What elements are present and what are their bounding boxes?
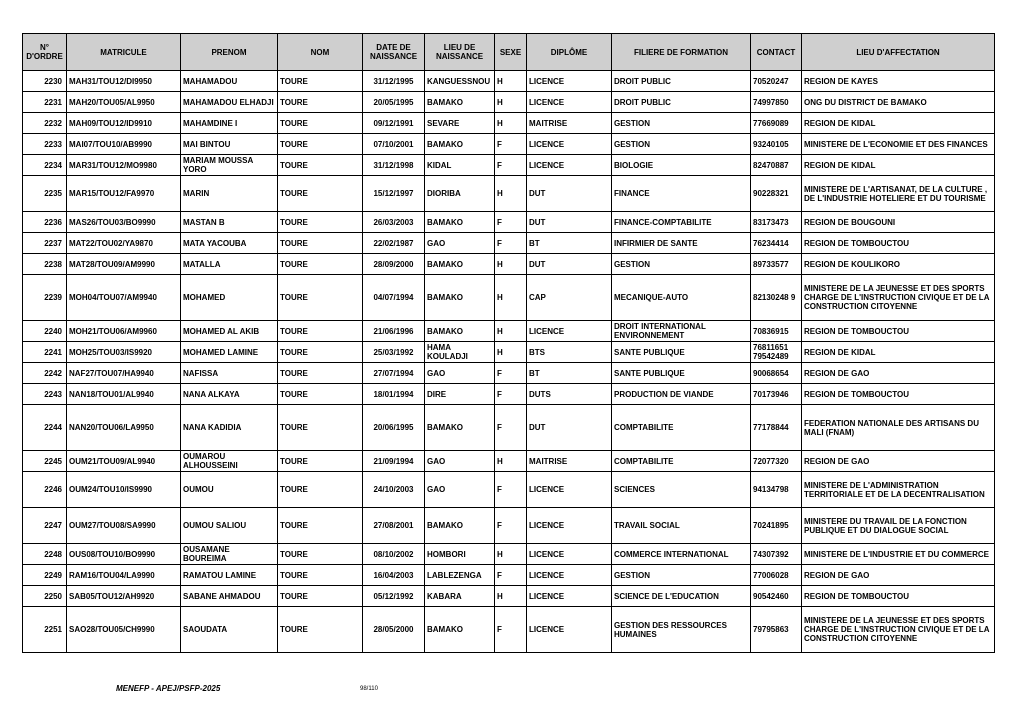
cell-contact: 94134798 [751,472,802,508]
cell-sexe: F [495,134,527,155]
cell-contact: 72077320 [751,451,802,472]
cell-birth-date: 07/10/2001 [363,134,425,155]
cell-filiere: PRODUCTION DE VIANDE [612,384,751,405]
cell-prenom: MOHAMED AL AKIB [181,321,278,342]
cell-nom: TOURE [278,134,363,155]
cell-order: 2244 [23,405,67,451]
cell-filiere: TRAVAIL SOCIAL [612,508,751,544]
cell-matricule: MAR31/TOU12/MO9980 [67,155,181,176]
cell-prenom: MARIN [181,176,278,212]
cell-diplome: CAP [527,275,612,321]
cell-nom: TOURE [278,508,363,544]
table-row [23,254,995,275]
table-row [23,405,995,451]
cell-birth-date: 31/12/1998 [363,155,425,176]
cell-matricule: SAB05/TOU12/AH9920 [67,586,181,607]
cell-filiere: GESTION DES RESSOURCES HUMAINES [612,607,751,653]
table-row [23,92,995,113]
cell-affectation: MINISTERE DE L'ARTISANAT, DE LA CULTURE , DE L'INDUSTRIE HOTELIERE ET DU TOURISME [802,176,995,212]
table-row [23,508,995,544]
cell-contact: 77178844 [751,405,802,451]
cell-birth-date: 22/02/1987 [363,233,425,254]
cell-filiere: INFIRMIER DE SANTE [612,233,751,254]
cell-prenom: MAHAMDINE I [181,113,278,134]
cell-contact: 93240105 [751,134,802,155]
page-number: 98/110 [360,686,378,692]
cell-diplome: LICENCE [527,565,612,586]
cell-birth-place: SEVARE [425,113,495,134]
cell-prenom: RAMATOU LAMINE [181,565,278,586]
cell-prenom: NANA ALKAYA [181,384,278,405]
cell-contact: 90542460 [751,586,802,607]
cell-diplome: LICENCE [527,607,612,653]
cell-nom: TOURE [278,71,363,92]
cell-order: 2236 [23,212,67,233]
cell-birth-place: BAMAKO [425,254,495,275]
cell-filiere: DROIT PUBLIC [612,71,751,92]
header-nom: NOM [278,34,363,71]
cell-birth-date: 27/08/2001 [363,508,425,544]
cell-filiere: COMPTABILITE [612,451,751,472]
cell-birth-date: 28/09/2000 [363,254,425,275]
cell-prenom: MASTAN B [181,212,278,233]
cell-birth-date: 20/05/1995 [363,92,425,113]
cell-affectation: REGION DE GAO [802,565,995,586]
cell-birth-date: 09/12/1991 [363,113,425,134]
cell-matricule: NAN20/TOU06/LA9950 [67,405,181,451]
document-sheet [22,33,995,653]
cell-matricule: OUM21/TOU09/AL9940 [67,451,181,472]
cell-filiere: COMPTABILITE [612,405,751,451]
cell-birth-place: HAMA KOULADJI [425,342,495,363]
footer-reference: MENEFP - APEJ/PSFP-2025 [116,684,221,693]
cell-birth-place: GAO [425,363,495,384]
cell-sexe: F [495,233,527,254]
cell-affectation: MINISTERE DE L'ECONOMIE ET DES FINANCES [802,134,995,155]
table-row [23,384,995,405]
cell-order: 2238 [23,254,67,275]
cell-sexe: H [495,586,527,607]
cell-prenom: MAHAMADOU ELHADJI [181,92,278,113]
cell-affectation: REGION DE BOUGOUNI [802,212,995,233]
header-diplome: DIPLÔME [527,34,612,71]
cell-contact: 70241895 [751,508,802,544]
cell-order: 2248 [23,544,67,565]
cell-order: 2231 [23,92,67,113]
cell-sexe: H [495,544,527,565]
cell-order: 2240 [23,321,67,342]
cell-filiere: SANTE PUBLIQUE [612,342,751,363]
cell-birth-place: BAMAKO [425,321,495,342]
cell-order: 2237 [23,233,67,254]
table-header-row [23,34,995,71]
cell-nom: TOURE [278,384,363,405]
cell-affectation: REGION DE GAO [802,451,995,472]
table-row [23,321,995,342]
cell-prenom: NAFISSA [181,363,278,384]
cell-nom: TOURE [278,176,363,212]
cell-matricule: MAH09/TOU12/ID9910 [67,113,181,134]
cell-birth-date: 28/05/2000 [363,607,425,653]
cell-filiere: GESTION [612,565,751,586]
cell-sexe: F [495,405,527,451]
cell-nom: TOURE [278,472,363,508]
cell-contact: 89733577 [751,254,802,275]
cell-birth-place: BAMAKO [425,508,495,544]
cell-birth-date: 24/10/2003 [363,472,425,508]
cell-prenom: NANA KADIDIA [181,405,278,451]
cell-contact: 77006028 [751,565,802,586]
cell-sexe: H [495,451,527,472]
cell-order: 2235 [23,176,67,212]
cell-nom: TOURE [278,254,363,275]
cell-affectation: REGION DE TOMBOUCTOU [802,384,995,405]
cell-diplome: LICENCE [527,544,612,565]
header-prenom: PRENOM [181,34,278,71]
cell-contact: 74997850 [751,92,802,113]
cell-order: 2247 [23,508,67,544]
cell-prenom: OUMOU SALIOU [181,508,278,544]
cell-affectation: REGION DE TOMBOUCTOU [802,586,995,607]
header-affectation: LIEU D'AFFECTATION [802,34,995,71]
cell-matricule: MAR15/TOU12/FA9970 [67,176,181,212]
cell-affectation: REGION DE TOMBOUCTOU [802,233,995,254]
header-contact: CONTACT [751,34,802,71]
cell-matricule: MOH04/TOU07/AM9940 [67,275,181,321]
cell-contact: 70836915 [751,321,802,342]
cell-birth-place: GAO [425,233,495,254]
cell-diplome: LICENCE [527,472,612,508]
cell-matricule: OUS08/TOU10/BO9990 [67,544,181,565]
cell-diplome: BT [527,363,612,384]
cell-nom: TOURE [278,113,363,134]
cell-nom: TOURE [278,565,363,586]
cell-filiere: BIOLOGIE [612,155,751,176]
cell-sexe: F [495,565,527,586]
cell-nom: TOURE [278,233,363,254]
cell-birth-date: 04/07/1994 [363,275,425,321]
cell-matricule: OUM27/TOU08/SA9990 [67,508,181,544]
cell-diplome: LICENCE [527,92,612,113]
cell-birth-date: 25/03/1992 [363,342,425,363]
cell-filiere: SCIENCES [612,472,751,508]
cell-matricule: MAS26/TOU03/BO9990 [67,212,181,233]
table-row [23,275,995,321]
cell-matricule: MAI07/TOU10/AB9990 [67,134,181,155]
cell-contact: 70520247 [751,71,802,92]
cell-birth-place: DIRE [425,384,495,405]
cell-order: 2242 [23,363,67,384]
cell-diplome: DUT [527,405,612,451]
cell-birth-date: 05/12/1992 [363,586,425,607]
table-row [23,233,995,254]
cell-diplome: MAITRISE [527,451,612,472]
table-row [23,565,995,586]
cell-contact: 90068654 [751,363,802,384]
cell-birth-place: LABLEZENGA [425,565,495,586]
cell-contact: 77669089 [751,113,802,134]
cell-contact: 82470887 [751,155,802,176]
cell-affectation: MINISTERE DE L'INDUSTRIE ET DU COMMERCE [802,544,995,565]
table-row [23,363,995,384]
table-row [23,342,995,363]
cell-nom: TOURE [278,544,363,565]
cell-nom: TOURE [278,92,363,113]
cell-nom: TOURE [278,451,363,472]
cell-diplome: LICENCE [527,586,612,607]
cell-filiere: FINANCE [612,176,751,212]
cell-birth-place: BAMAKO [425,405,495,451]
cell-order: 2232 [23,113,67,134]
cell-birth-date: 20/06/1995 [363,405,425,451]
cell-nom: TOURE [278,275,363,321]
cell-matricule: MAT22/TOU02/YA9870 [67,233,181,254]
cell-diplome: MAITRISE [527,113,612,134]
cell-prenom: MAI BINTOU [181,134,278,155]
cell-affectation: ONG DU DISTRICT DE BAMAKO [802,92,995,113]
cell-diplome: LICENCE [527,508,612,544]
cell-prenom: MARIAM MOUSSA YORO [181,155,278,176]
cell-diplome: LICENCE [527,134,612,155]
cell-prenom: OUMAROU ALHOUSSEINI [181,451,278,472]
cell-matricule: MAH31/TOU12/DI9950 [67,71,181,92]
cell-sexe: H [495,321,527,342]
cell-sexe: H [495,71,527,92]
cell-birth-place: KANGUESSNOU [425,71,495,92]
cell-birth-date: 18/01/1994 [363,384,425,405]
cell-nom: TOURE [278,405,363,451]
cell-diplome: DUT [527,212,612,233]
cell-nom: TOURE [278,607,363,653]
table-row [23,113,995,134]
cell-diplome: LICENCE [527,321,612,342]
cell-birth-place: GAO [425,451,495,472]
cell-birth-date: 16/04/2003 [363,565,425,586]
cell-matricule: SAO28/TOU05/CH9990 [67,607,181,653]
cell-contact: 70173946 [751,384,802,405]
cell-prenom: MATA YACOUBA [181,233,278,254]
header-birth-date: DATE DE NAISSANCE [363,34,425,71]
cell-contact: 90228321 [751,176,802,212]
cell-contact: 79795863 [751,607,802,653]
cell-matricule: NAF27/TOU07/HA9940 [67,363,181,384]
cell-matricule: MAH20/TOU05/AL9950 [67,92,181,113]
cell-order: 2230 [23,71,67,92]
cell-contact: 76811651 79542489 [751,342,802,363]
cell-sexe: H [495,275,527,321]
cell-prenom: MOHAMED [181,275,278,321]
table-row [23,451,995,472]
cell-nom: TOURE [278,363,363,384]
cell-contact: 74307392 [751,544,802,565]
cell-sexe: F [495,607,527,653]
cell-affectation: REGION DE TOMBOUCTOU [802,321,995,342]
cell-birth-date: 15/12/1997 [363,176,425,212]
cell-birth-place: BAMAKO [425,212,495,233]
cell-birth-date: 21/06/1996 [363,321,425,342]
cell-affectation: MINISTERE DE L'ADMINISTRATION TERRITORIALE ET DE LA DECENTRALISATION [802,472,995,508]
cell-contact: 83173473 [751,212,802,233]
cell-prenom: OUMOU [181,472,278,508]
cell-birth-place: BAMAKO [425,134,495,155]
cell-filiere: DROIT INTERNATIONAL ENVIRONNEMENT [612,321,751,342]
cell-filiere: MECANIQUE-AUTO [612,275,751,321]
cell-matricule: NAN18/TOU01/AL9940 [67,384,181,405]
cell-order: 2241 [23,342,67,363]
cell-order: 2239 [23,275,67,321]
cell-order: 2233 [23,134,67,155]
cell-affectation: REGION DE KOULIKORO [802,254,995,275]
cell-sexe: F [495,363,527,384]
cell-affectation: FEDERATION NATIONALE DES ARTISANS DU MALI (FNAM) [802,405,995,451]
cell-order: 2251 [23,607,67,653]
cell-diplome: LICENCE [527,71,612,92]
cell-birth-date: 26/03/2003 [363,212,425,233]
cell-birth-date: 27/07/1994 [363,363,425,384]
table-row [23,155,995,176]
cell-prenom: OUSAMANE BOUREIMA [181,544,278,565]
cell-diplome: LICENCE [527,155,612,176]
cell-diplome: DUT [527,254,612,275]
cell-sexe: H [495,92,527,113]
cell-sexe: F [495,212,527,233]
affectation-table [22,33,995,653]
cell-sexe: F [495,508,527,544]
table-row [23,134,995,155]
table-row [23,472,995,508]
cell-diplome: BTS [527,342,612,363]
cell-nom: TOURE [278,586,363,607]
cell-birth-date: 08/10/2002 [363,544,425,565]
cell-diplome: BT [527,233,612,254]
cell-order: 2249 [23,565,67,586]
table-row [23,212,995,233]
cell-affectation: REGION DE KIDAL [802,342,995,363]
cell-affectation: REGION DE KIDAL [802,113,995,134]
cell-filiere: DROIT PUBLIC [612,92,751,113]
table-row [23,176,995,212]
cell-nom: TOURE [278,155,363,176]
header-birth-place: LIEU DE NAISSANCE [425,34,495,71]
cell-birth-place: GAO [425,472,495,508]
cell-prenom: SABANE AHMADOU [181,586,278,607]
cell-prenom: MAHAMADOU [181,71,278,92]
cell-birth-place: DIORIBA [425,176,495,212]
cell-matricule: MOH25/TOU03/IS9920 [67,342,181,363]
cell-sexe: H [495,254,527,275]
cell-contact: 76234414 [751,233,802,254]
cell-birth-date: 21/09/1994 [363,451,425,472]
cell-matricule: RAM16/TOU04/LA9990 [67,565,181,586]
cell-filiere: SCIENCE DE L'EDUCATION [612,586,751,607]
cell-order: 2243 [23,384,67,405]
cell-order: 2234 [23,155,67,176]
cell-nom: TOURE [278,321,363,342]
cell-order: 2250 [23,586,67,607]
cell-filiere: FINANCE-COMPTABILITE [612,212,751,233]
cell-matricule: MAT28/TOU09/AM9990 [67,254,181,275]
cell-sexe: H [495,113,527,134]
cell-diplome: DUTS [527,384,612,405]
cell-filiere: GESTION [612,113,751,134]
cell-birth-place: BAMAKO [425,607,495,653]
cell-affectation: REGION DE KIDAL [802,155,995,176]
cell-birth-date: 31/12/1995 [363,71,425,92]
cell-sexe: F [495,155,527,176]
cell-sexe: F [495,472,527,508]
cell-filiere: GESTION [612,254,751,275]
cell-birth-place: HOMBORI [425,544,495,565]
cell-sexe: H [495,342,527,363]
cell-affectation: REGION DE GAO [802,363,995,384]
cell-affectation: MINISTERE DU TRAVAIL DE LA FONCTION PUBLIQUE ET DU DIALOGUE SOCIAL [802,508,995,544]
cell-matricule: OUM24/TOU10/IS9990 [67,472,181,508]
cell-birth-place: KIDAL [425,155,495,176]
header-filiere: FILIERE DE FORMATION [612,34,751,71]
header-matricule: MATRICULE [67,34,181,71]
table-row [23,71,995,92]
cell-nom: TOURE [278,212,363,233]
cell-birth-place: BAMAKO [425,275,495,321]
cell-contact: 82130248 9 [751,275,802,321]
cell-matricule: MOH21/TOU06/AM9960 [67,321,181,342]
cell-filiere: SANTE PUBLIQUE [612,363,751,384]
cell-order: 2246 [23,472,67,508]
header-order: N° D'ORDRE [23,34,67,71]
cell-birth-place: KABARA [425,586,495,607]
table-row [23,544,995,565]
cell-sexe: H [495,176,527,212]
cell-order: 2245 [23,451,67,472]
cell-prenom: SAOUDATA [181,607,278,653]
cell-diplome: DUT [527,176,612,212]
cell-prenom: MOHAMED LAMINE [181,342,278,363]
table-row [23,607,995,653]
cell-affectation: REGION DE KAYES [802,71,995,92]
cell-affectation: MINISTERE DE LA JEUNESSE ET DES SPORTS CHARGE DE L'INSTRUCTION CIVIQUE ET DE LA CONSTRUCTION CITOYENNE [802,607,995,653]
cell-prenom: MATALLA [181,254,278,275]
table-row [23,586,995,607]
cell-filiere: COMMERCE INTERNATIONAL [612,544,751,565]
header-sexe: SEXE [495,34,527,71]
cell-birth-place: BAMAKO [425,92,495,113]
cell-sexe: F [495,384,527,405]
cell-filiere: GESTION [612,134,751,155]
table-body [23,71,995,653]
cell-nom: TOURE [278,342,363,363]
cell-affectation: MINISTERE DE LA JEUNESSE ET DES SPORTS CHARGE DE L'INSTRUCTION CIVIQUE ET DE LA CONSTRUCTION CITOYENNE [802,275,995,321]
